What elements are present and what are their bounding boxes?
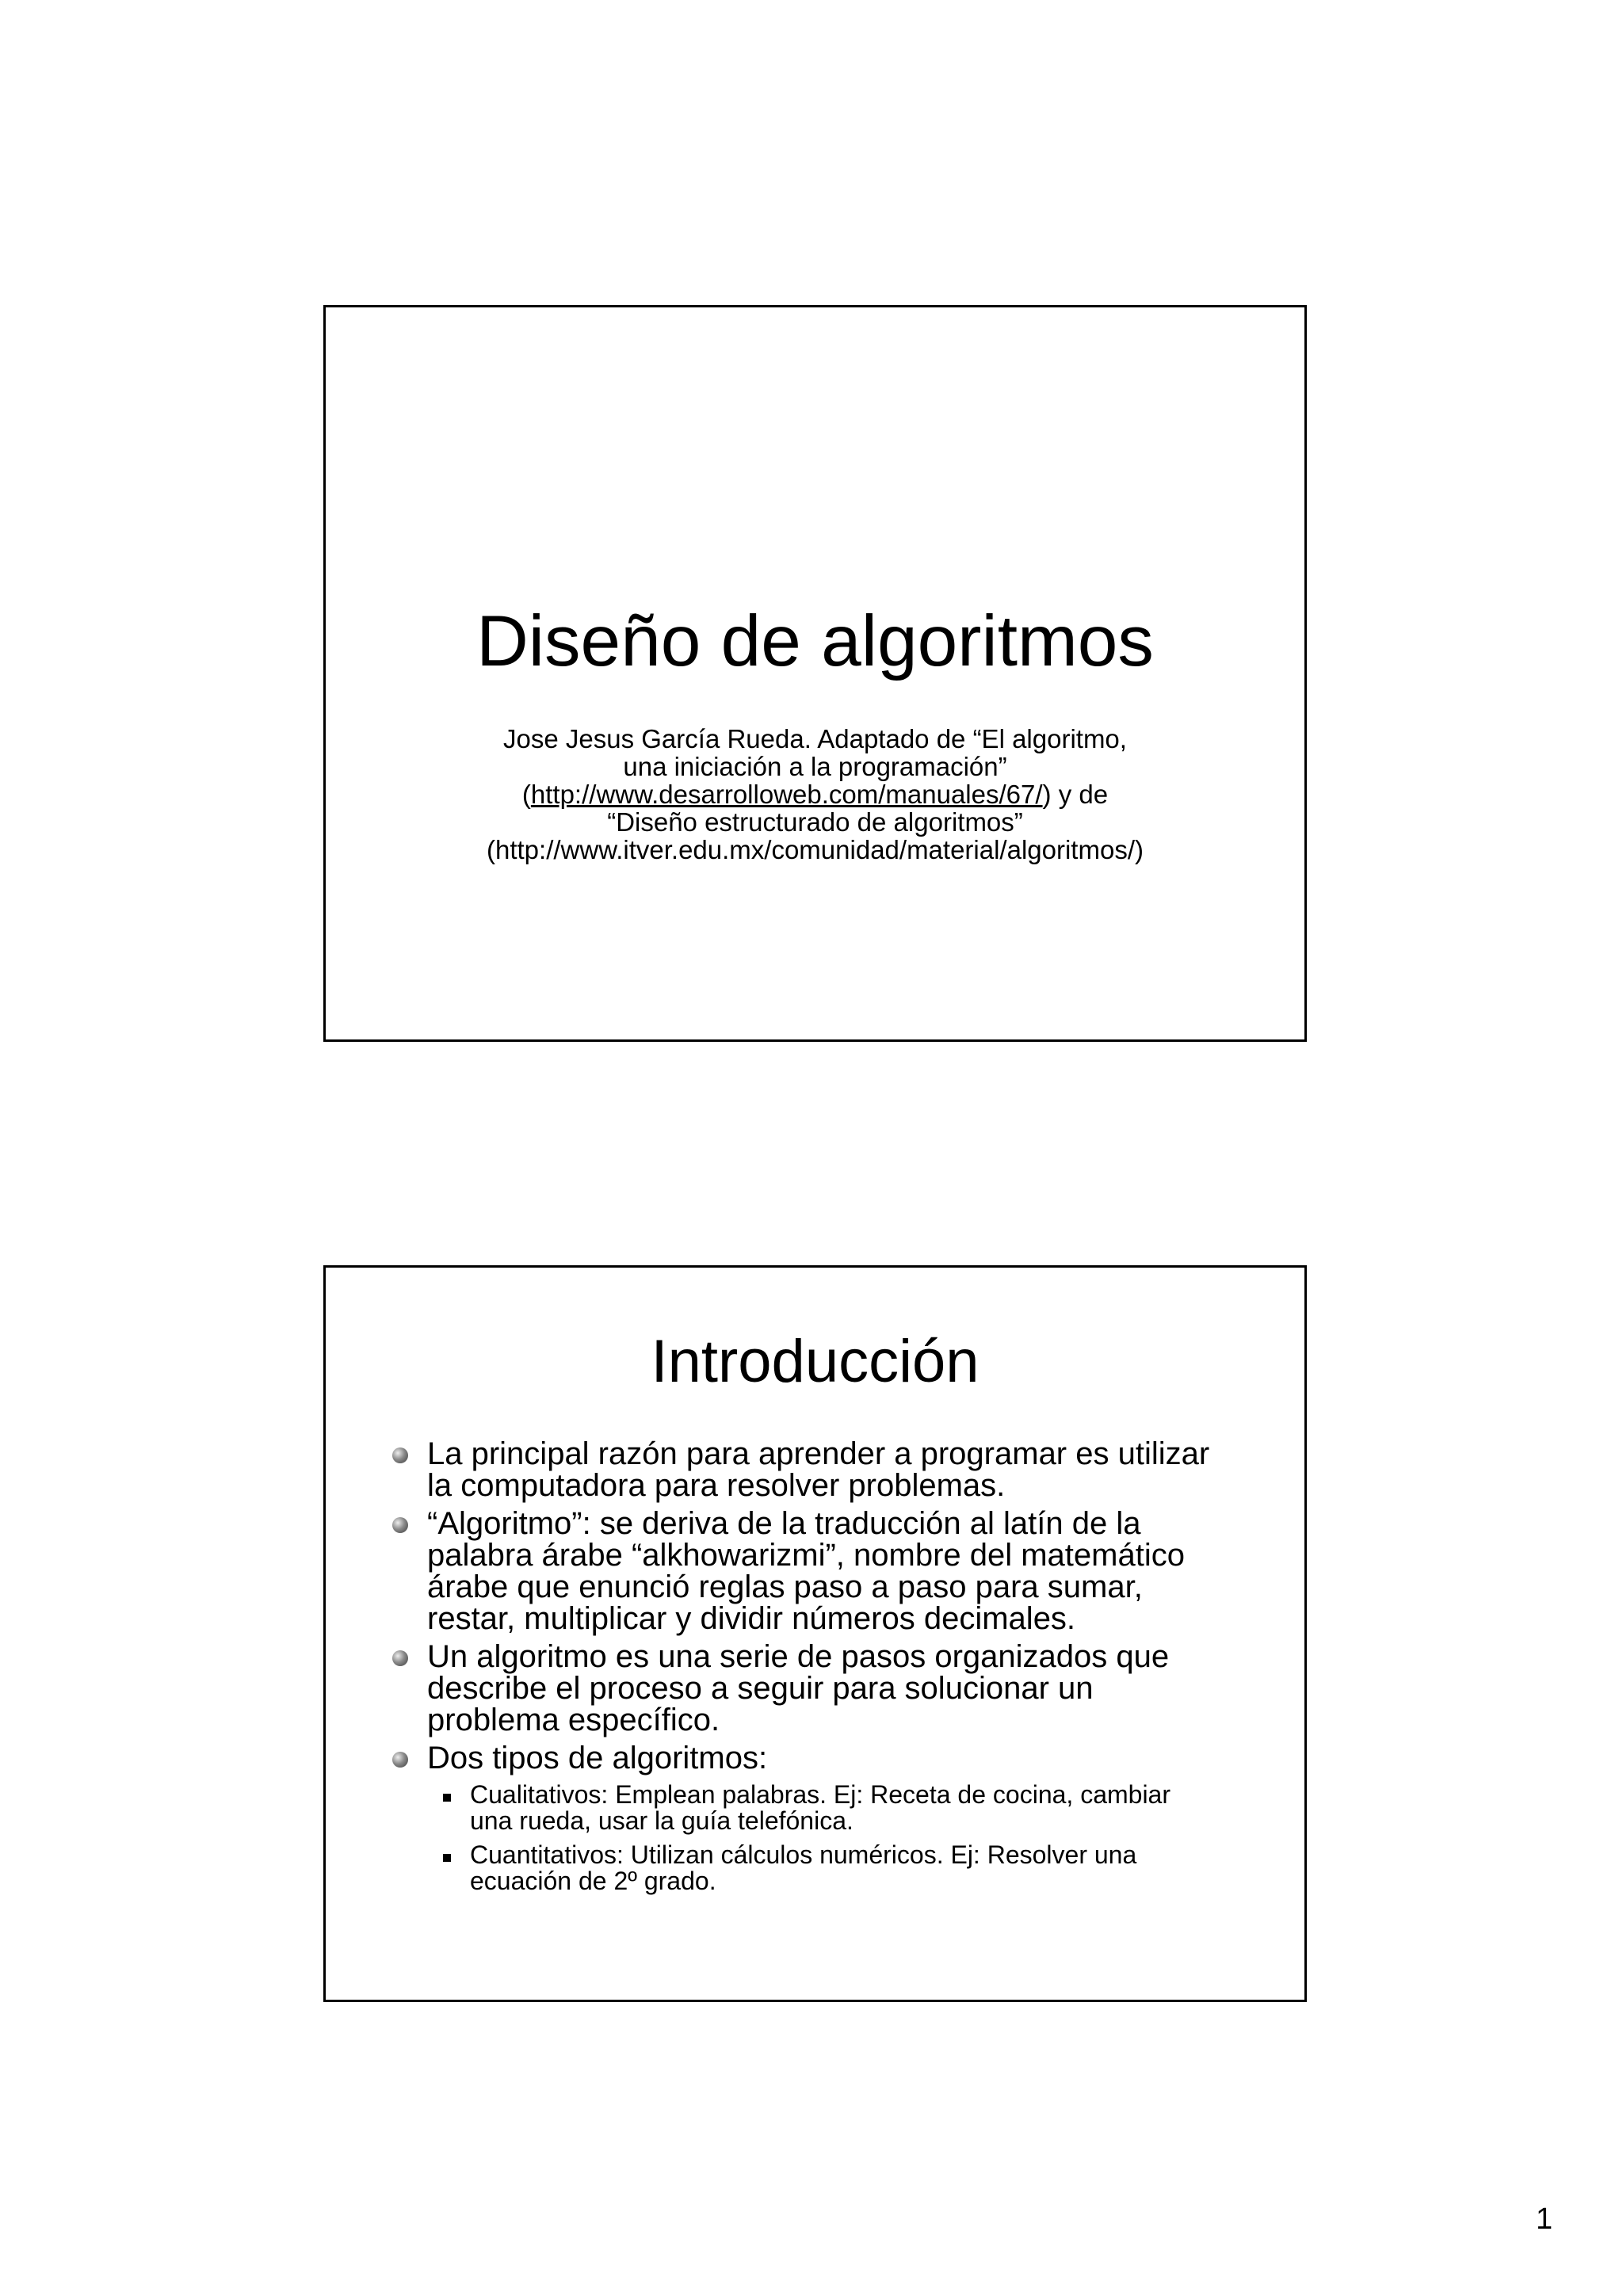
bullet-line: describe el proceso a seguir para solucionar un xyxy=(427,1671,1094,1706)
slide-1-title: Diseño de algoritmos xyxy=(476,601,1154,681)
bullet-line: restar, multiplicar y dividir números decimales. xyxy=(427,1601,1076,1636)
bullet-item xyxy=(386,1438,1242,1501)
round-bullet-icon xyxy=(392,1447,408,1463)
sub-bullet-item xyxy=(427,1782,1242,1834)
bullet-item xyxy=(386,1508,1242,1634)
bullet-line: “Algoritmo”: se deriva de la traducción al latín de la xyxy=(427,1506,1141,1541)
sub-bullet-line: Cuantitativos: Utilizan cálculos numéricos. Ej: Resolver una xyxy=(470,1840,1137,1869)
slide-title-page xyxy=(323,305,1307,1042)
paren-close-text: ) y de xyxy=(1042,780,1109,809)
bullet-item xyxy=(386,1641,1242,1736)
subtitle-line xyxy=(326,780,1304,808)
sub-bullet-line: Cualitativos: Emplean palabras. Ej: Receta de cocina, cambiar xyxy=(470,1780,1170,1809)
square-bullet-icon xyxy=(443,1854,451,1862)
round-bullet-icon xyxy=(392,1517,408,1533)
subtitle-line: Jose Jesus García Rueda. Adaptado de “El algoritmo, xyxy=(503,724,1127,753)
sub-bullet-line: ecuación de 2º grado. xyxy=(470,1867,716,1895)
paren-open: ( xyxy=(521,780,531,809)
slide-introduccion xyxy=(323,1265,1307,2002)
subtitle-line: (http://www.itver.edu.mx/comunidad/material/algoritmos/) xyxy=(487,835,1144,864)
bullet-line: problema específico. xyxy=(427,1703,720,1737)
bullet-list xyxy=(386,1438,1242,1902)
square-bullet-icon xyxy=(443,1794,451,1802)
sub-bullet-item xyxy=(427,1842,1242,1894)
bullet-line: la computadora para resolver problemas. xyxy=(427,1468,1006,1503)
sub-bullet-list xyxy=(427,1782,1242,1894)
page-number: 1 xyxy=(1536,2203,1553,2236)
sub-bullet-line: una rueda, usar la guía telefónica. xyxy=(470,1806,854,1835)
round-bullet-icon xyxy=(392,1752,408,1768)
slide-1-subtitle xyxy=(326,725,1304,864)
bullet-line: Dos tipos de algoritmos: xyxy=(427,1741,768,1775)
subtitle-line: “Diseño estructurado de algoritmos” xyxy=(607,807,1023,837)
slide-2-title: Introducción xyxy=(651,1328,980,1395)
subtitle-line: una iniciación a la programación” xyxy=(623,752,1007,781)
bullet-line: Un algoritmo es una serie de pasos organizados que xyxy=(427,1639,1170,1674)
bullet-line: árabe que enunció reglas paso a paso para sumar, xyxy=(427,1569,1143,1604)
bullet-line: La principal razón para aprender a programar es utilizar xyxy=(427,1436,1210,1471)
bullet-item xyxy=(386,1742,1242,1894)
desarrolloweb-link[interactable]: http://www.desarrolloweb.com/manuales/67/ xyxy=(530,780,1043,809)
bullet-line: palabra árabe “alkhowarizmi”, nombre del matemático xyxy=(427,1538,1185,1573)
round-bullet-icon xyxy=(392,1650,408,1666)
